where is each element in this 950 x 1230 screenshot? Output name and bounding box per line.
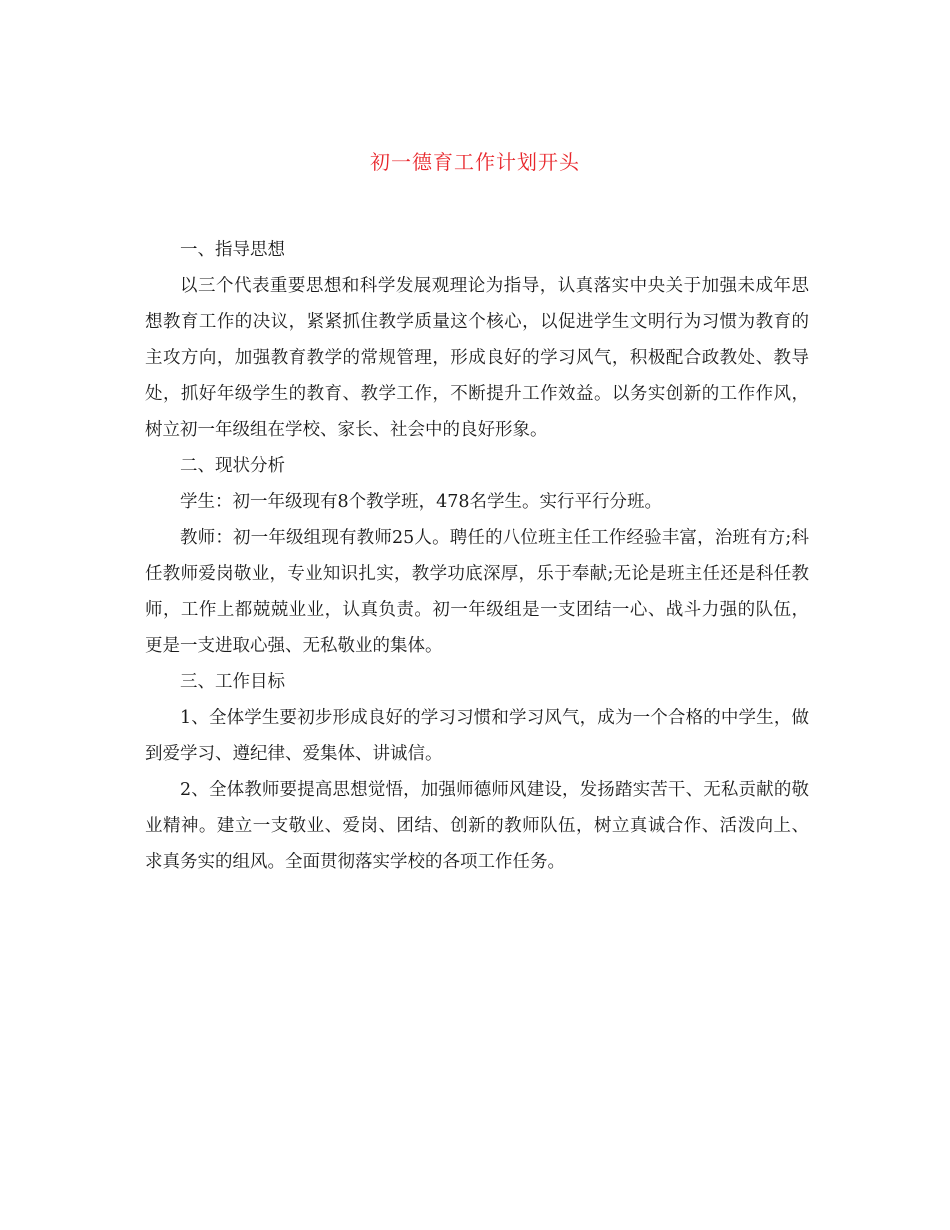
document-title: 初一德育工作计划开头: [370, 150, 580, 174]
paragraph-goal-2: 2、全体教师要提高思想觉悟，加强师德师风建设，发扬踏实苦干、无私贡献的敬业精神。建立一支敬业、爱岗、团结、创新的教师队伍，树立真诚合作、活泼向上、求真务实的组风。全面贯彻落实学校的各项工作任务。: [145, 780, 809, 872]
paragraph-teachers: 教师：初一年级组现有教师25人。聘任的八位班主任工作经验丰富，治班有方;科任教师爱岗敬业，专业知识扎实，教学功底深厚，乐于奉献;无论是班主任还是科任教师，工作上都兢兢业业，认真负责。初一年级组是一支团结一心、战斗力强的队伍，更是一支进取心强、无私敬业的集体。: [145, 528, 809, 656]
section-heading-guiding-ideology: 一、指导思想: [180, 240, 285, 260]
section-heading-status-analysis: 二、现状分析: [180, 456, 285, 476]
section-heading-work-goals: 三、工作目标: [180, 672, 285, 692]
paragraph-students: 学生：初一年级现有8个教学班，478名学生。实行平行分班。: [180, 492, 663, 512]
paragraph-goal-1: 1、全体学生要初步形成良好的学习习惯和学习风气，成为一个合格的中学生，做到爱学习、遵纪律、爱集体、讲诚信。: [145, 708, 809, 764]
document-body: [145, 232, 809, 880]
paragraph-guiding-ideology: 以三个代表重要思想和科学发展观理论为指导，认真落实中央关于加强未成年思想教育工作的决议，紧紧抓住教学质量这个核心，以促进学生文明行为习惯为教育的主攻方向，加强教育教学的常规管理，形成良好的学习风气，积极配合政教处、教导处，抓好年级学生的教育、教学工作，不断提升工作效益。以务实创新的工作作风，树立初一年级组在学校、家长、社会中的良好形象。: [145, 276, 809, 440]
